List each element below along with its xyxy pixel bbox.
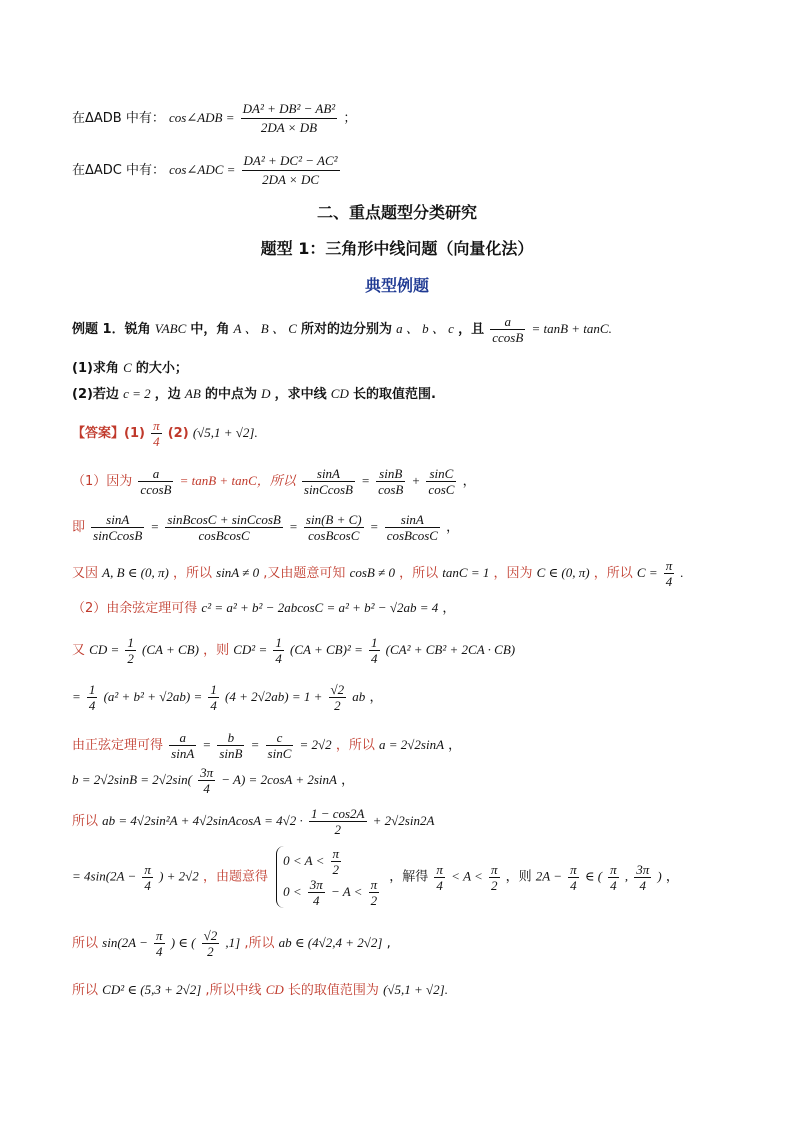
solution-line-5 <box>72 635 515 666</box>
s6-math: = <box>72 689 81 704</box>
q2-ab: AB <box>184 386 201 401</box>
question-1 <box>72 358 188 379</box>
s7-text: 由正弦定理可得 <box>72 738 164 753</box>
sys1-two: 2 <box>332 862 340 877</box>
s10-math: 2A − <box>535 868 563 884</box>
s1-eq: = tanB + tanC，所以 <box>179 473 296 488</box>
s1-f1-den: sinCcosB <box>303 482 354 497</box>
s10-end: ， <box>665 869 679 885</box>
s6-math: (a² + b² + √2ab) = <box>103 689 203 704</box>
type-heading: 题型 1：三角形中线问题（向量化法） <box>260 239 534 258</box>
s11-pi4 <box>154 928 165 959</box>
s12-math: CD² ∈ (5,3 + 2√2] <box>102 982 202 997</box>
s2-eq: = <box>369 519 379 534</box>
s7-frac-2 <box>217 730 244 761</box>
s5-one: 1 <box>127 635 134 650</box>
cos-adb-line <box>72 100 356 137</box>
s3-frac <box>664 558 675 589</box>
s7-f3-den: sinC <box>267 746 292 761</box>
sys2-math: 0 < <box>283 884 302 899</box>
answer-line <box>72 418 258 449</box>
s2-f3-den: cosBcosC <box>308 528 360 543</box>
s10-pi4-a <box>142 862 153 893</box>
s7-frac-1 <box>169 730 196 761</box>
s6-math: (4 + 2√2ab) = 1 + <box>225 689 323 704</box>
stem-fraction-num: a <box>490 314 525 330</box>
s5-math: (CA² + CB² + 2CA · CB) <box>385 642 516 657</box>
cos-adb-fraction <box>241 100 338 137</box>
s9-num: 1 − cos2A <box>310 806 365 821</box>
cos-adc-fraction <box>242 152 340 189</box>
s10-pi4-d <box>608 862 619 893</box>
triangle-abc: VABC <box>154 321 187 336</box>
sys2-math: − A < <box>330 884 363 899</box>
s11-pi: π <box>156 928 163 943</box>
s11-math: ,1] <box>225 935 241 950</box>
example-heading: 典型例题 <box>364 276 429 295</box>
solution-line-6 <box>72 682 382 713</box>
s7-f2-num: b <box>217 730 244 746</box>
sys2-den: 4 <box>313 893 320 908</box>
s1-frac-3 <box>426 466 456 497</box>
s8-frac <box>198 765 215 796</box>
s3-math: A, B ∈ (0, π) <box>102 565 169 580</box>
s11-math: ab ∈ (4√2,4 + 2√2] <box>278 935 383 950</box>
solution-line-10 <box>72 846 679 908</box>
q1-text: (1)求角 <box>72 361 119 376</box>
s8-math: b = 2√2sinB = 2√2sin( <box>72 772 192 787</box>
s1-frac-a <box>138 466 173 497</box>
s2-f2-den: cosBcosC <box>198 528 250 543</box>
s10-math: ) <box>657 868 662 884</box>
s2-eq: = <box>288 519 298 534</box>
s10-four: 4 <box>639 877 646 893</box>
s5-math: CD = <box>89 642 120 657</box>
s5-math: (CA + CB) <box>142 642 199 657</box>
cos-adb-denominator: 2DA × DB <box>260 120 318 135</box>
cos-adb-suffix: ； <box>343 111 357 126</box>
s2-f1-num: sinA <box>91 512 144 528</box>
s10-four: 4 <box>144 877 151 893</box>
solution-line-7 <box>72 730 461 761</box>
s10-pi: π <box>144 861 151 877</box>
s11-four: 4 <box>156 944 163 959</box>
answer-part2: (2) <box>167 426 189 441</box>
s10-pi4-c <box>568 862 579 893</box>
s7-end: ， <box>448 738 462 753</box>
s2-f4-den: cosBcosC <box>386 528 438 543</box>
s10-text: ，则 <box>505 869 532 885</box>
s8-end: ， <box>341 773 355 788</box>
s4-text: （2）由余弦定理可得 <box>72 601 198 616</box>
s2-frac-2 <box>165 512 283 543</box>
s7-f2-den: sinB <box>219 746 243 761</box>
question-2 <box>72 384 436 405</box>
stem-fraction-den: ccosB <box>492 330 524 345</box>
s2-frac-1 <box>91 512 144 543</box>
s10-math: ∈ ( <box>584 868 603 884</box>
q2-text: 的中点为 <box>204 387 257 402</box>
s6-quarter-2 <box>208 682 219 713</box>
answer-label: 【答案】(1) <box>72 426 145 441</box>
s1-f2-num: sinB <box>376 466 405 482</box>
answer-pi: π <box>153 418 160 433</box>
s11-root2-half <box>202 928 220 959</box>
s6-root2-half <box>329 682 347 713</box>
s6-four: 4 <box>210 698 217 713</box>
s1-f2-den: cosB <box>378 482 404 497</box>
s10-math: ) + 2√2 <box>159 868 199 884</box>
solution-line-3 <box>72 558 684 589</box>
s11-two: 2 <box>207 944 214 959</box>
s6-four: 4 <box>88 698 96 713</box>
sys2-two: 2 <box>370 893 378 908</box>
solution-line-9 <box>72 806 434 837</box>
sides-abc: a 、 b 、 c <box>396 321 454 336</box>
s7-f3-num: c <box>266 730 294 746</box>
s2-frac-4 <box>385 512 440 543</box>
s10-math: < A < <box>451 868 483 884</box>
q2-text-end: 长的取值范围. <box>353 387 436 402</box>
cos-adc-line <box>72 152 342 189</box>
cos-adc-denominator: 2DA × DC <box>262 172 320 187</box>
s2-f2-num: sinBcosC + sinCcosB <box>167 512 281 527</box>
s12-cd: CD <box>265 982 284 997</box>
s6-one: 1 <box>88 682 96 697</box>
s5-one: 1 <box>275 635 282 650</box>
cos-adb-lhs: cos∠ADB = <box>169 110 235 125</box>
solution-line-1 <box>72 466 476 497</box>
cos-adc-lhs: cos∠ADC = <box>169 162 236 177</box>
s10-pi: π <box>490 861 498 877</box>
s7-f1-den: sinA <box>171 746 195 761</box>
inequality-row-2 <box>283 877 381 908</box>
q1-text-end: 的大小； <box>135 361 188 376</box>
q1-var: C <box>123 360 132 375</box>
inequality-system <box>276 846 381 908</box>
s5-four: 4 <box>275 651 282 666</box>
s11-text: 所以 <box>72 936 99 951</box>
stem-fraction <box>490 314 525 345</box>
s5-four: 4 <box>371 651 378 666</box>
s7-math: a = 2√2sinA <box>378 737 445 752</box>
q2-text: ，求中线 <box>274 387 327 402</box>
s1-end: ， <box>462 474 476 489</box>
s9-math: + 2√2sin2A <box>372 813 435 828</box>
s6-quarter-1 <box>87 682 98 713</box>
q2-text: ，边 <box>154 387 181 402</box>
s3-text: ，所以 <box>399 566 439 581</box>
s10-pi: π <box>436 861 443 877</box>
cos-adc-numerator: DA² + DC² − AC² <box>242 152 340 171</box>
s8-den: 4 <box>203 781 210 796</box>
sys1-pi: π <box>332 846 340 861</box>
s2-frac-3 <box>304 512 364 543</box>
s3-text: ，因为 <box>493 566 533 581</box>
s1-f1-num: sinA <box>302 466 355 482</box>
inequality-row-1 <box>283 846 381 877</box>
s10-two: 2 <box>490 877 498 893</box>
s7-f1-num: a <box>169 730 196 746</box>
s2-f1-den: sinCcosB <box>93 528 143 543</box>
s10-pi: π <box>570 861 577 877</box>
s10-comma: , <box>624 868 629 884</box>
stem-equation: = tanB + tanC. <box>531 321 612 336</box>
s10-four: 4 <box>610 877 617 893</box>
cos-adb-prefix: 在ΔADB 中有： <box>72 111 165 126</box>
q2-d: D <box>261 386 271 401</box>
s3-text: ,又由题意可知 <box>263 566 346 581</box>
answer-range: (√5,1 + √2]. <box>192 425 258 440</box>
s10-math: = 4sin(2A − <box>72 868 137 884</box>
s6-end: ， <box>369 690 383 705</box>
solution-line-12 <box>72 980 448 1001</box>
s2-f4-num: sinA <box>385 512 440 528</box>
s3-end: . <box>680 565 684 580</box>
s3-pi: π <box>665 558 673 573</box>
answer-four: 4 <box>153 434 160 449</box>
s1-num: a <box>138 466 173 482</box>
s10-text: ，由题意得 <box>202 869 268 885</box>
s5-text: ，则 <box>203 643 230 658</box>
answer-fraction <box>151 418 162 449</box>
s10-3pi4 <box>634 862 651 893</box>
problem-stem <box>72 314 612 345</box>
s7-text: ，所以 <box>335 738 375 753</box>
s11-math: sin(2A − <box>102 935 148 950</box>
q2-var: c = 2 <box>123 386 151 401</box>
problem-label: 例题 1．锐角 <box>72 322 151 337</box>
s1-plus: + <box>411 473 421 488</box>
s7-eq: = <box>250 737 260 752</box>
sys2-pi: π <box>370 877 378 892</box>
sys1-math: 0 < A < <box>283 853 325 868</box>
s10-text: ，解得 <box>389 869 429 885</box>
s1-den: ccosB <box>140 482 172 497</box>
section-heading: 二、重点题型分类研究 <box>316 203 477 222</box>
s8-num: 3π <box>200 765 214 780</box>
s5-math: CD² = <box>233 642 268 657</box>
s8-math: − A) = 2cosA + 2sinA <box>221 772 337 787</box>
sys2-frac-a <box>308 877 325 908</box>
s5-two: 2 <box>127 651 134 666</box>
s2-eq: = <box>150 519 160 534</box>
s2-text: 即 <box>72 520 86 535</box>
s12-text: 所以 <box>72 983 99 998</box>
s11-math: ) ∈ ( <box>170 935 196 950</box>
s3-text: ，所以 <box>593 566 633 581</box>
s1-f3-den: cosC <box>428 482 455 497</box>
stem-text: 所对的边分别为 <box>301 322 393 337</box>
s9-math: ab = 4√2sin²A + 4√2sinAcosA = 4√2 · <box>102 813 303 828</box>
s3-math: sinA ≠ 0 <box>216 565 260 580</box>
q2-text: (2)若边 <box>72 387 119 402</box>
sys1-frac <box>331 846 342 877</box>
s4-math: c² = a² + b² − 2abcosC = a² + b² − √2ab = 4 <box>201 600 439 615</box>
s12-text: 长的取值范围为 <box>287 983 379 998</box>
cos-adc-prefix: 在ΔADC 中有： <box>72 163 166 178</box>
s3-text: 又因 <box>72 566 99 581</box>
s3-text: ，所以 <box>172 566 212 581</box>
s7-frac-3 <box>266 730 294 761</box>
s5-text: 又 <box>72 643 86 658</box>
s5-half-1 <box>125 635 136 666</box>
stem-text: 中，角 <box>190 322 230 337</box>
s6-math: ab <box>352 689 366 704</box>
s5-quarter-1 <box>273 635 284 666</box>
s10-pi4-b <box>434 862 445 893</box>
s11-root2: √2 <box>203 928 218 943</box>
q2-cd: CD <box>330 386 349 401</box>
s1-equals: = <box>361 473 370 488</box>
s7-eq: = <box>202 737 212 752</box>
s3-math: C ∈ (0, π) <box>536 565 590 580</box>
sys2-num: 3π <box>309 877 323 892</box>
s11-end: , <box>386 936 391 951</box>
s2-f3-num: sin(B + C) <box>305 512 362 527</box>
s10-pi2 <box>489 862 500 893</box>
solution-line-8 <box>72 765 354 796</box>
sys2-frac-b <box>369 877 380 908</box>
s1-f3-num: sinC <box>426 466 456 482</box>
s9-den: 2 <box>334 822 341 837</box>
s9-frac <box>309 806 367 837</box>
s3-math: tanC = 1 <box>442 565 490 580</box>
solution-line-11 <box>72 928 391 959</box>
angles-abc: A 、 B 、 C <box>233 321 297 336</box>
s5-quarter-2 <box>369 635 380 666</box>
cos-adb-numerator: DA² + DB² − AB² <box>241 100 338 119</box>
s6-two: 2 <box>334 698 341 713</box>
s10-pi: π <box>610 861 617 877</box>
stem-text: ，且 <box>458 322 485 337</box>
s11-text: ,所以 <box>244 936 275 951</box>
solution-line-2 <box>72 512 459 543</box>
s1-frac-2 <box>376 466 405 497</box>
s12-text: ,所以中线 <box>205 983 262 998</box>
s1-text: （1）因为 <box>72 474 133 489</box>
s10-four: 4 <box>570 877 577 893</box>
s3-four: 4 <box>665 574 673 589</box>
s6-root2: √2 <box>330 682 345 697</box>
s5-one: 1 <box>371 635 378 650</box>
s10-3pi: 3π <box>636 861 650 877</box>
s4-end: ， <box>442 601 456 616</box>
s3-math: C = <box>636 565 658 580</box>
solution-line-4 <box>72 598 455 619</box>
s1-frac-1 <box>302 466 355 497</box>
s12-math: (√5,1 + √2]. <box>383 982 448 997</box>
s9-text: 所以 <box>72 814 99 829</box>
s7-math: = 2√2 <box>299 737 332 752</box>
s2-end: ， <box>446 520 460 535</box>
s3-math: cosB ≠ 0 <box>349 565 395 580</box>
s5-math: (CA + CB)² = <box>290 642 363 657</box>
s10-four: 4 <box>436 877 443 893</box>
s6-one: 1 <box>210 682 217 697</box>
